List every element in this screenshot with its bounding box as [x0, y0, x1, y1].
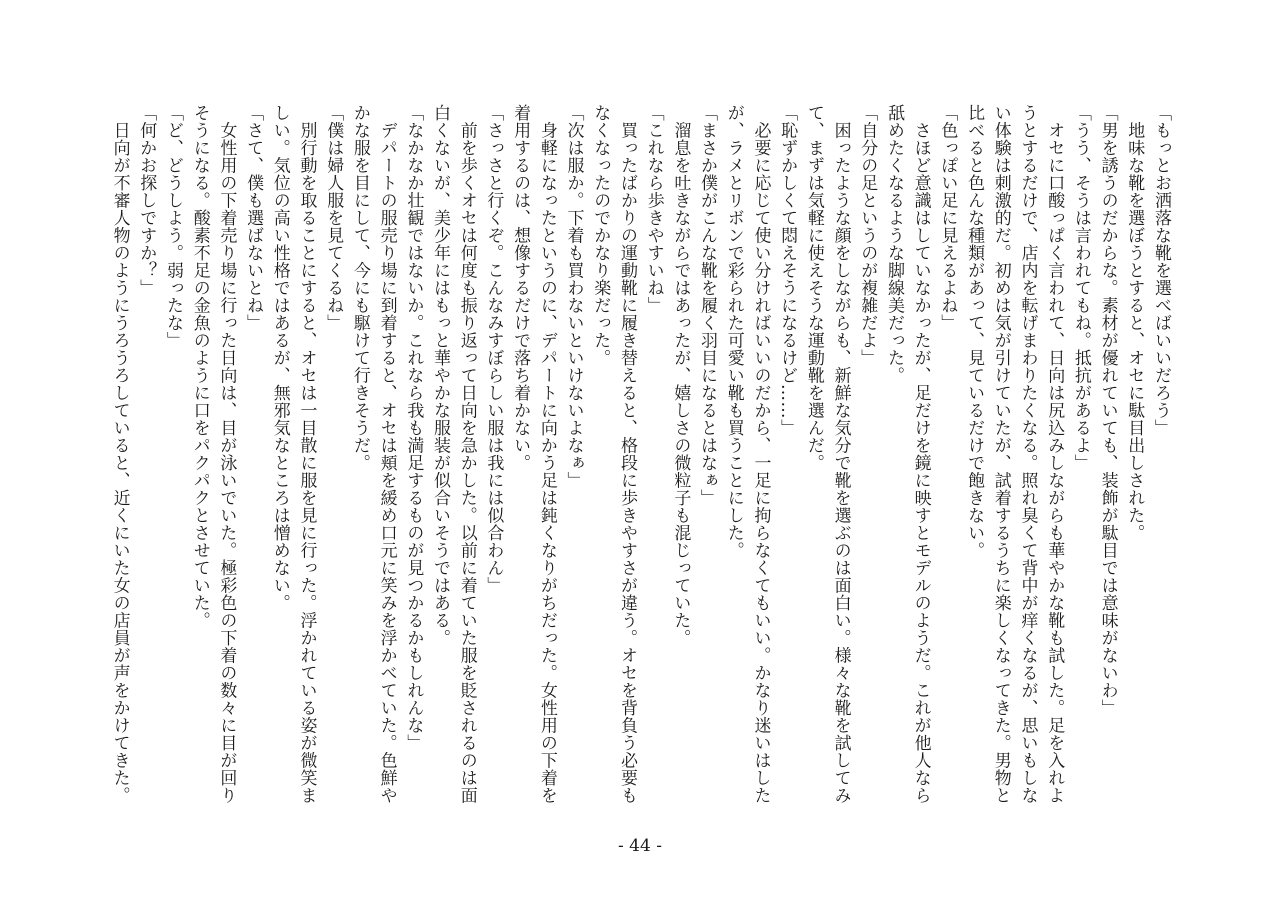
text-line: 「色っぽい足に見えるよね」 [937, 104, 958, 332]
text-line: 「なかなか壮観ではないか。これなら我も満足するものが見つかるかもしれんな」 [403, 104, 424, 752]
text-line: 白くないが、美少年にはもっと華やかな服装が似合いそうではある。 [430, 104, 451, 647]
text-line: 溜息を吐きながらではあったが、嬉しさの微粒子も混じっていた。 [670, 104, 691, 647]
text-line: 「恥ずかしくて悶えそうになるけど……」 [777, 104, 798, 437]
text-line: 女性用の下着売り場に行った日向は、目が泳いでいた。極彩色の下着の数々に目が回り [216, 104, 237, 804]
text-line: 別行動を取ることにすると、オセは一目散に服を見に行った。浮かれている姿が微笑ま [296, 104, 317, 804]
text-line: なくなったのでかなり楽だった。 [590, 104, 611, 367]
text-line: 買ったばかりの運動靴に履き替えると、格段に歩きやすさが違う。オセを背負う必要も [616, 104, 637, 804]
text-line: 「ど、どうしよう。弱ったな」 [162, 104, 183, 349]
text-line: 「まさか僕がこんな靴を履く羽目になるとはなぁ」 [697, 104, 718, 507]
text-line: 日向が不審人物のようにうろうろしていると、近くにいた女の店員が声をかけてきた。 [109, 104, 130, 804]
text-line: 「何かお探しですか？」 [136, 104, 157, 297]
text-line: さほど意識はしていなかったが、足だけを鏡に映すとモデルのようだ。これが他人なら [910, 104, 931, 804]
text-line: オセに口酸っぱく言われて、日向は尻込みしながらも華やかな靴も試した。足を入れよ [1044, 104, 1065, 804]
text-line: しい。気位の高い性格ではあるが、無邪気なところは憎めない。 [269, 104, 290, 612]
text-line: かな服を目にして、今にも駆けて行きそうだ。 [349, 104, 370, 472]
text-line: 比べると色んな種類があって、見ているだけで飽きない。 [964, 104, 985, 559]
text-line: 着用するのは、想像するだけで落ち着かない。 [510, 104, 531, 472]
text-line: 地味な靴を選ぼうとすると、オセに駄目出しされた。 [1124, 104, 1145, 542]
text-line: 「さっさと行くぞ。こんなみすぼらしい服は我には似合わん」 [483, 104, 504, 594]
text-line: 「これなら歩きやすいね」 [643, 104, 664, 314]
text-line: 必要に応じて使い分ければいいのだから、一足に拘らなくてもいい。かなり迷いはした [750, 104, 771, 804]
vertical-text-body [106, 104, 1174, 820]
page-number: - 44 - [618, 836, 662, 856]
text-line: 「うう、そうは言われてもね。抵抗があるよ」 [1070, 104, 1091, 472]
text-line: い体験は刺激的だ。初めは気が引けていたが、試着するうちに楽しくなってきた。男物と [990, 104, 1011, 804]
text-line: 舐めたくなるような脚線美だった。 [883, 104, 904, 384]
text-line: うとするだけで、店内を転げまわりたくなる。照れ臭くて背中が痒くなるが、思いもしな [1017, 104, 1038, 804]
text-line: て、まずは気軽に使えそうな運動靴を選んだ。 [803, 104, 824, 472]
text-line: 「さて、僕も選ばないとね」 [243, 104, 264, 332]
text-line: そうになる。酸素不足の金魚のように口をパクパクとさせていた。 [189, 104, 210, 629]
text-line: が、ラメとリボンで彩られた可愛い靴も買うことにした。 [723, 104, 744, 559]
text-line: 「もっとお洒落な靴を選べばいいだろう」 [1151, 104, 1171, 437]
text-line: 「僕は婦人服を見てくるね」 [323, 104, 344, 332]
text-line: 前を歩くオセは何度も振り返って日向を急かした。以前に着ていた服を貶されるのは面 [456, 104, 477, 804]
text-line: 「自分の足というのが複雑だよ」 [857, 104, 878, 367]
text-line: 「次は服か。下着も買わないといけないよなぁ」 [563, 104, 584, 489]
text-line: 身軽になったというのに、デパートに向かう足は鈍くなりがちだった。女性用の下着を [536, 104, 557, 804]
text-line: 困ったような顔をしながらも、新鮮な気分で靴を選ぶのは面白い。様々な靴を試してみ [830, 104, 851, 804]
text-line: デパートの服売り場に到着すると、オセは頬を緩め口元に笑みを浮かべていた。色鮮や [376, 104, 397, 804]
text-line: 「男を誘うのだからな。素材が優れていても、装飾が駄目では意味がないわ」 [1097, 104, 1118, 717]
